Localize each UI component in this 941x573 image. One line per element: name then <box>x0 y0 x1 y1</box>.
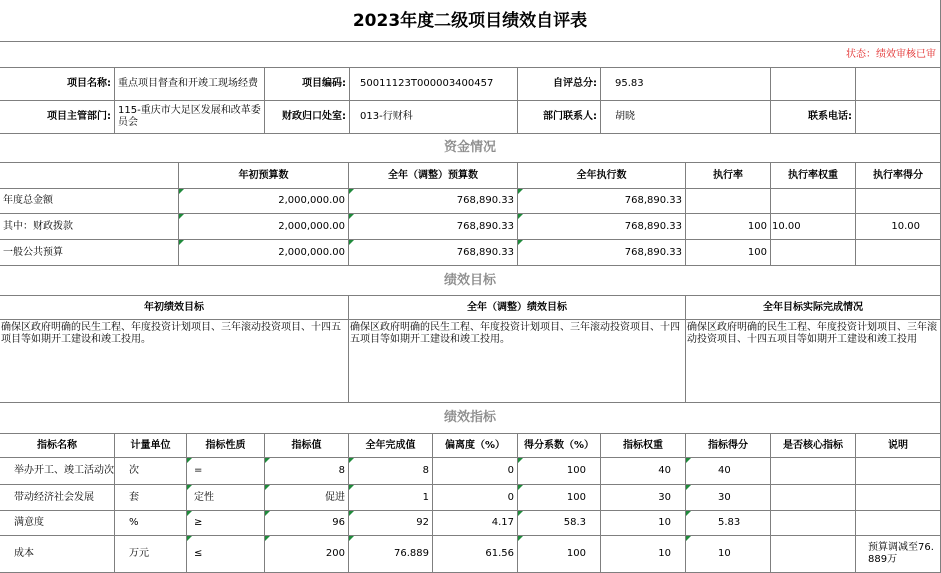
indicator-target: 促进 <box>265 485 349 511</box>
indicator-coefficient: 100 <box>518 485 601 511</box>
funds-weight: 10.00 <box>771 214 856 240</box>
indicator-note: 预算调减至76.889万 <box>856 536 941 573</box>
page-title: 2023年度二级项目绩效自评表 <box>0 0 941 42</box>
funds-row-name: 其中：财政拨款 <box>0 214 179 240</box>
score-value: 95.83 <box>601 68 771 101</box>
indicator-weight: 30 <box>601 485 686 511</box>
funds-rate: 100 <box>686 240 771 266</box>
indicator-unit: 万元 <box>115 536 187 573</box>
indicators-header: 指标名称 <box>0 434 115 458</box>
indicators-header: 指标权重 <box>601 434 686 458</box>
funds-header: 全年执行数 <box>518 163 686 189</box>
indicator-done: 76.889 <box>349 536 433 573</box>
indicator-deviation: 0 <box>433 458 518 485</box>
indicator-weight: 10 <box>601 511 686 536</box>
indicator-name: 带动经济社会发展 <box>0 485 115 511</box>
funds-header: 执行率权重 <box>771 163 856 189</box>
project-code-value: 50011123T000003400457 <box>350 68 518 101</box>
indicator-nature: = <box>187 458 265 485</box>
goal-text-adjusted: 确保区政府明确的民生工程、年度投资计划项目、三年滚动投资项目、十四五项目等如期开工建设和竣工投用。 <box>349 320 686 403</box>
funds-rate <box>686 189 771 214</box>
funds-header-blank <box>0 163 179 189</box>
funds-initial: 2,000,000.00 <box>179 214 349 240</box>
indicator-core <box>771 536 856 573</box>
indicator-unit: % <box>115 511 187 536</box>
indicators-header: 指标得分 <box>686 434 771 458</box>
goal-text-initial: 确保区政府明确的民生工程、年度投资计划项目、三年滚动投资项目、十四五项目等如期开工建设和竣工投用。 <box>0 320 349 403</box>
funds-weight <box>771 240 856 266</box>
indicator-core <box>771 458 856 485</box>
funds-header: 执行率 <box>686 163 771 189</box>
indicator-note <box>856 511 941 536</box>
funds-weight <box>771 189 856 214</box>
blank-cell <box>856 68 941 101</box>
goals-header: 全年（调整）绩效目标 <box>349 296 686 320</box>
indicator-score: 10 <box>686 536 771 573</box>
indicator-target: 96 <box>265 511 349 536</box>
finance-value: 013-行财科 <box>350 101 518 134</box>
project-name-label: 项目名称: <box>0 68 115 101</box>
funds-score <box>856 240 941 266</box>
indicator-done: 92 <box>349 511 433 536</box>
funds-row-name: 一般公共预算 <box>0 240 179 266</box>
indicator-deviation: 61.56 <box>433 536 518 573</box>
indicator-unit: 套 <box>115 485 187 511</box>
funds-adjusted: 768,890.33 <box>349 240 518 266</box>
funds-rate: 100 <box>686 214 771 240</box>
indicator-weight: 40 <box>601 458 686 485</box>
goals-header: 全年目标实际完成情况 <box>686 296 941 320</box>
indicators-header: 计量单位 <box>115 434 187 458</box>
dept-label: 项目主管部门: <box>0 101 115 134</box>
indicator-core <box>771 485 856 511</box>
funds-executed: 768,890.33 <box>518 214 686 240</box>
funds-score <box>856 189 941 214</box>
funds-score: 10.00 <box>856 214 941 240</box>
funds-row-name: 年度总金额 <box>0 189 179 214</box>
indicator-nature: 定性 <box>187 485 265 511</box>
goals-section-title: 绩效目标 <box>0 266 941 296</box>
funds-executed: 768,890.33 <box>518 240 686 266</box>
indicator-name: 成本 <box>0 536 115 573</box>
indicator-done: 8 <box>349 458 433 485</box>
funds-initial: 2,000,000.00 <box>179 189 349 214</box>
indicator-name: 举办开工、竣工活动次 <box>0 458 115 485</box>
funds-adjusted: 768,890.33 <box>349 189 518 214</box>
indicator-target: 8 <box>265 458 349 485</box>
indicator-coefficient: 58.3 <box>518 511 601 536</box>
phone-label: 联系电话: <box>771 101 856 134</box>
contact-value: 胡晓 <box>601 101 771 134</box>
indicator-coefficient: 100 <box>518 536 601 573</box>
indicator-core <box>771 511 856 536</box>
funds-header: 年初预算数 <box>179 163 349 189</box>
indicators-header: 得分系数（%） <box>518 434 601 458</box>
funds-section-title: 资金情况 <box>0 134 941 163</box>
indicators-header: 说明 <box>856 434 941 458</box>
indicator-note <box>856 485 941 511</box>
indicator-name: 满意度 <box>0 511 115 536</box>
project-code-label: 项目编码: <box>265 68 350 101</box>
funds-executed: 768,890.33 <box>518 189 686 214</box>
indicator-deviation: 0 <box>433 485 518 511</box>
indicator-target: 200 <box>265 536 349 573</box>
funds-initial: 2,000,000.00 <box>179 240 349 266</box>
funds-adjusted: 768,890.33 <box>349 214 518 240</box>
project-name-value: 重点项目督查和开竣工现场经费 <box>115 68 265 101</box>
blank-cell <box>771 68 856 101</box>
status-badge: 状态：绩效审核已审 <box>0 42 941 68</box>
indicator-nature: ≥ <box>187 511 265 536</box>
indicator-deviation: 4.17 <box>433 511 518 536</box>
indicator-unit: 次 <box>115 458 187 485</box>
goal-text-actual: 确保区政府明确的民生工程、年度投资计划项目、三年滚动投资项目、十四五项目等如期开工建设和竣工投用 <box>686 320 941 403</box>
indicators-header: 全年完成值 <box>349 434 433 458</box>
contact-label: 部门联系人: <box>518 101 601 134</box>
indicator-nature: ≤ <box>187 536 265 573</box>
indicators-header: 偏离度（%） <box>433 434 518 458</box>
indicator-score: 40 <box>686 458 771 485</box>
finance-label: 财政归口处室: <box>265 101 350 134</box>
indicator-note <box>856 458 941 485</box>
indicators-section-title: 绩效指标 <box>0 403 941 434</box>
funds-header: 执行率得分 <box>856 163 941 189</box>
indicator-weight: 10 <box>601 536 686 573</box>
indicator-done: 1 <box>349 485 433 511</box>
funds-header: 全年（调整）预算数 <box>349 163 518 189</box>
dept-value: 115-重庆市大足区发展和改革委员会 <box>115 101 265 134</box>
indicators-header: 是否核心指标 <box>771 434 856 458</box>
score-label: 自评总分: <box>518 68 601 101</box>
indicator-score: 30 <box>686 485 771 511</box>
phone-value <box>856 101 941 134</box>
indicators-header: 指标性质 <box>187 434 265 458</box>
goals-header: 年初绩效目标 <box>0 296 349 320</box>
indicator-coefficient: 100 <box>518 458 601 485</box>
indicator-score: 5.83 <box>686 511 771 536</box>
indicators-header: 指标值 <box>265 434 349 458</box>
